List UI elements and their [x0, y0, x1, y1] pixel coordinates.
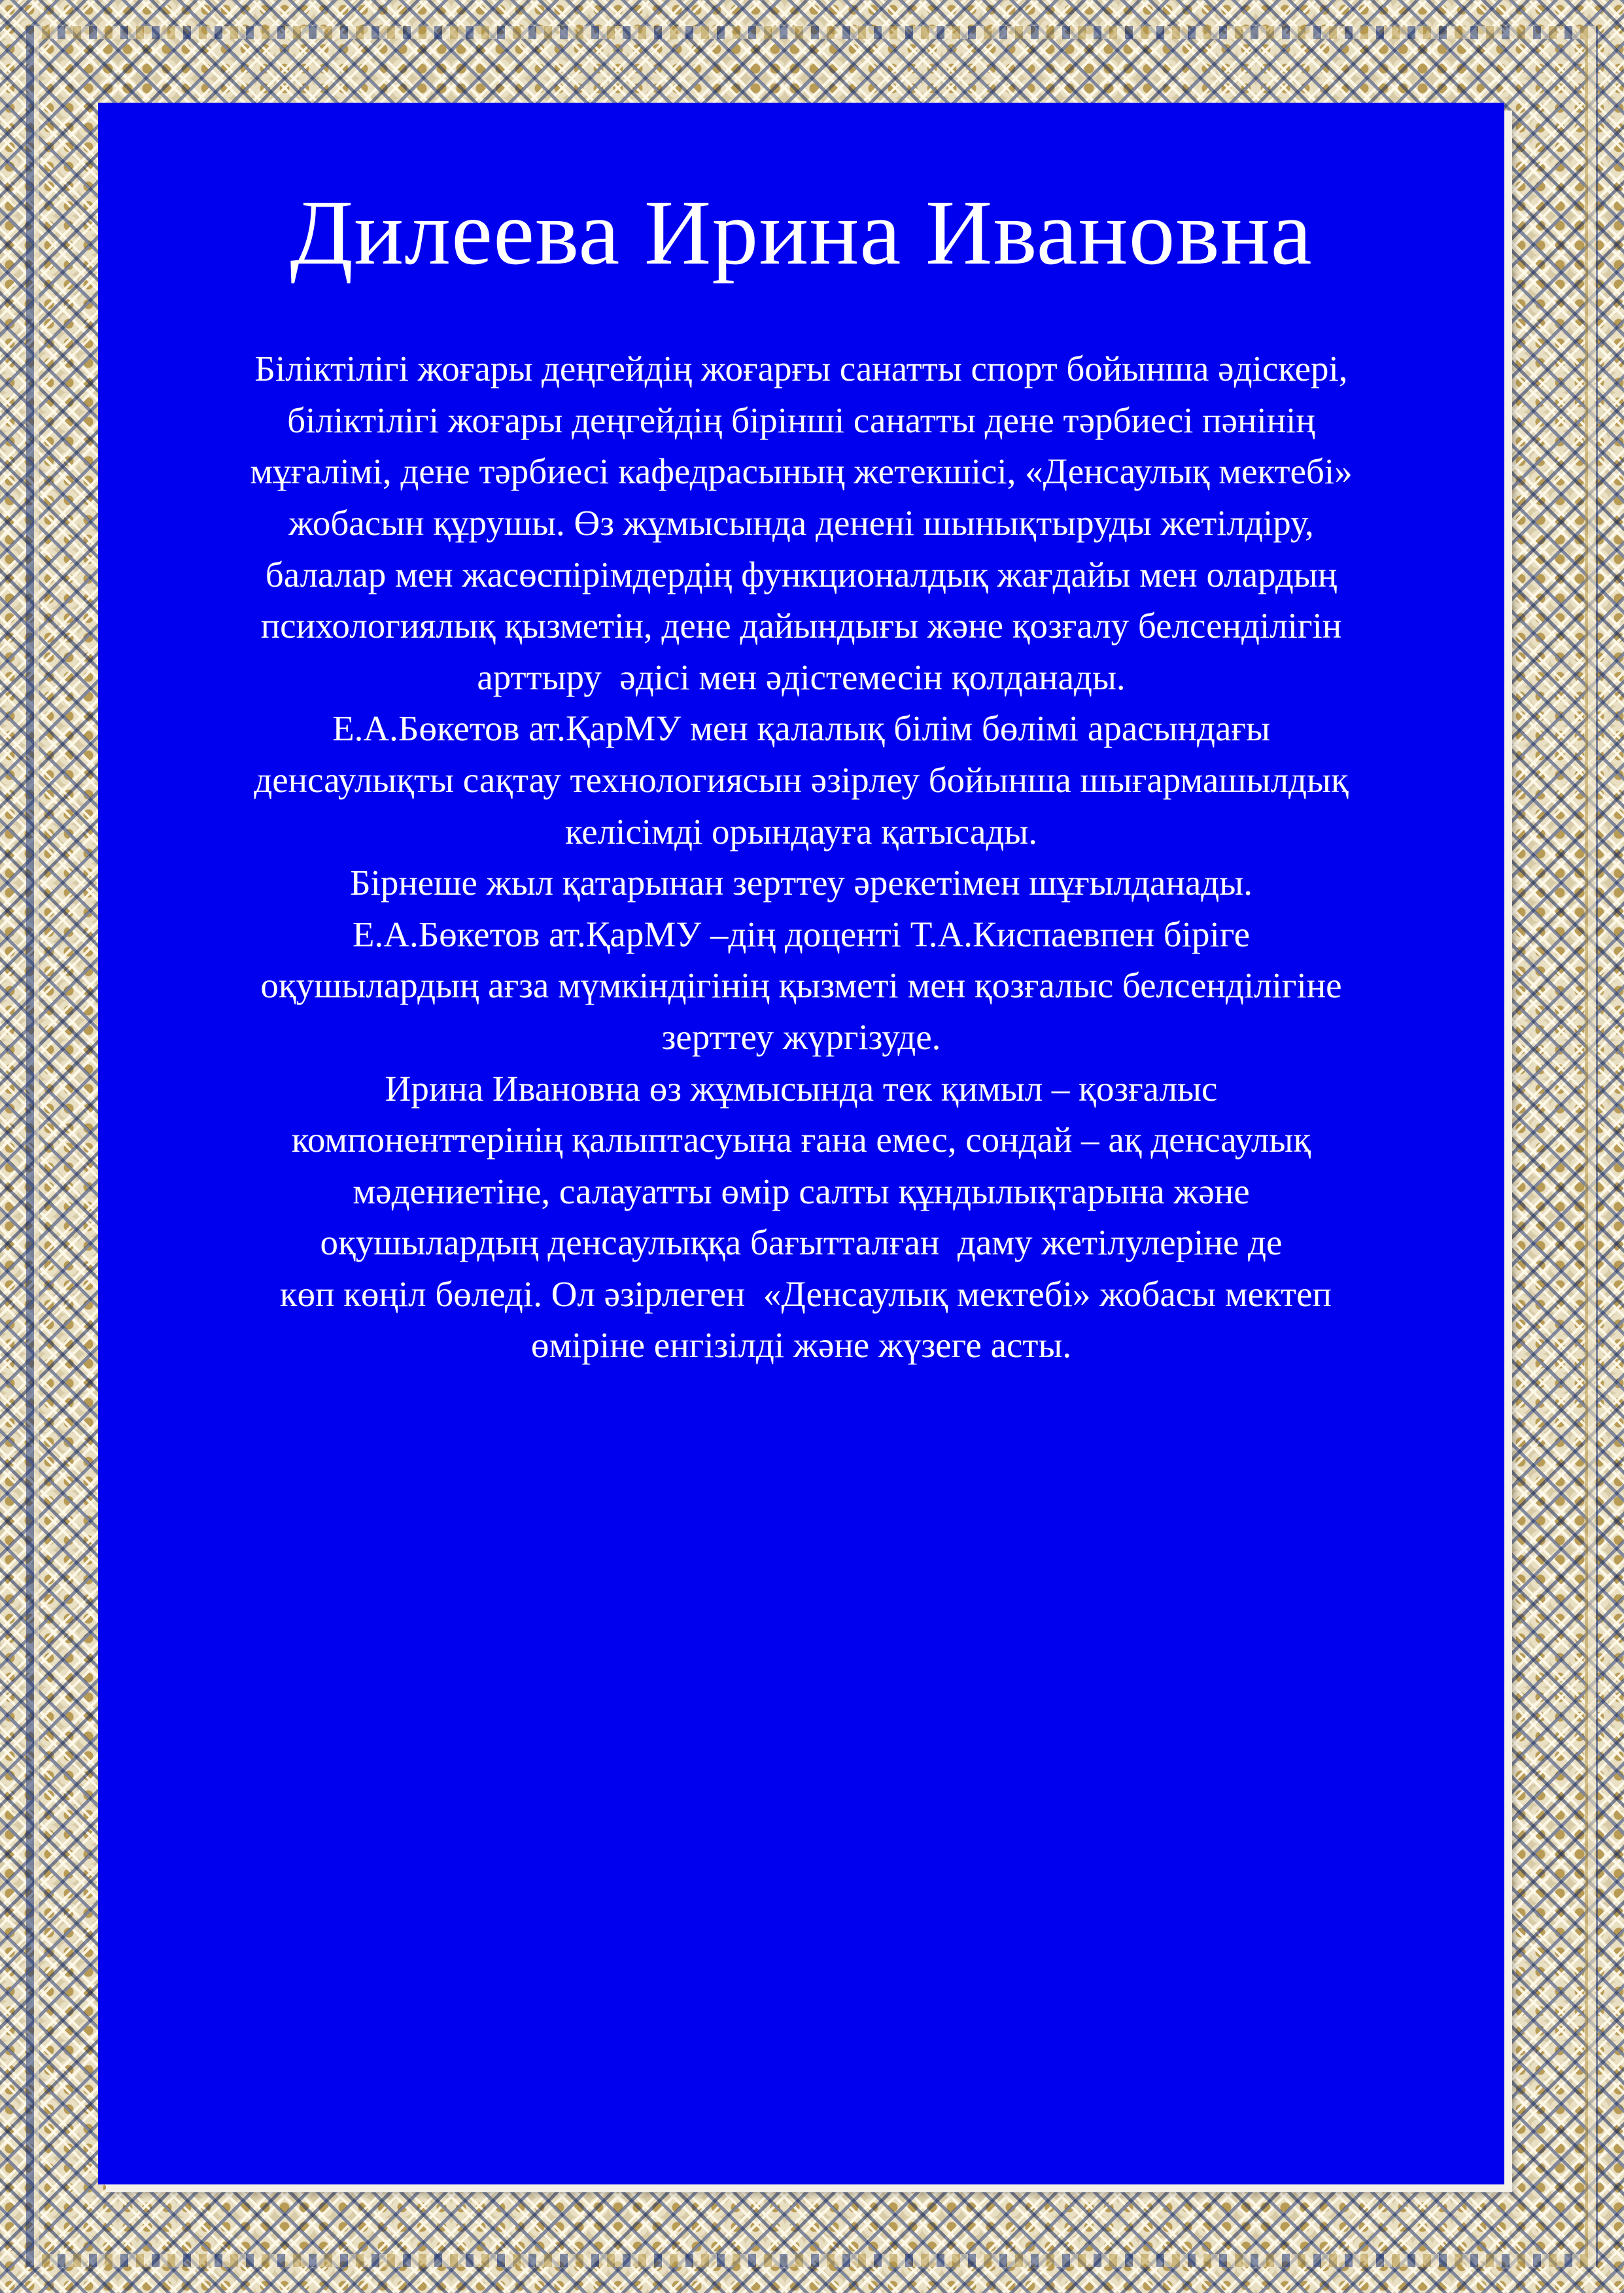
bio-line: Ирина Ивановна өз жұмысында тек қимыл – қозғалыс	[385, 1068, 1218, 1109]
bio-line: біліктілігі жоғары деңгейдің бірінші санатты дене тәрбиесі пәнінің	[287, 400, 1315, 440]
bio-line: денсаулықты сақтау технологиясын әзірлеу бойынша шығармашылдық	[254, 759, 1349, 800]
bio-line: арттыру әдісі мен әдістемесін қолданады.	[477, 657, 1126, 697]
bio-line: зерттеу жүргізуде.	[661, 1016, 941, 1057]
bio-line: оқушылардың денсаулыққа бағытталған даму жетілулеріне де	[320, 1222, 1283, 1263]
bio-line: мұғалімі, дене тәрбиесі кафедрасының жетекшісі, «Денсаулық мектебі»	[250, 451, 1353, 492]
bio-line: Е.А.Бөкетов ат.ҚарМУ мен қалалық білім бөлімі арасындағы	[332, 708, 1270, 749]
bio-line: мәдениетіне, салауатты өмір салты құндылықтарына және	[353, 1171, 1250, 1211]
bio-line: оқушылардың ағза мүмкіндігінің қызметі мен қозғалыс белсенділігіне	[260, 965, 1342, 1006]
page-title: Дилеева Ирина Ивановна	[290, 181, 1313, 284]
bio-line: психологиялық қызметін, дене дайындығы және қозғалу белсенділігін	[260, 606, 1342, 646]
biography-text	[137, 343, 1465, 1371]
bio-line: компоненттерінің қалыптасуына ғана емес, сондай – ақ денсаулық	[291, 1120, 1311, 1160]
bio-line: Біліктілігі жоғары деңгейдің жоғарғы санатты спорт бойынша әдіскері,	[254, 349, 1348, 389]
bio-line: жобасын құрушы. Өз жұмысында денені шынықтыруды жетілдіру,	[288, 502, 1314, 543]
bio-line: балалар мен жасөспірімдердің функционалдық жағдайы мен олардың	[265, 554, 1338, 595]
bio-line: Е.А.Бөкетов ат.ҚарМУ –дің доценті Т.А.Киспаевпен біріге	[352, 914, 1251, 954]
bio-line: көп көңіл бөледі. Ол әзірлеген «Денсаулық мектебі» жобасы мектеп	[271, 1273, 1332, 1314]
bio-line: өміріне енгізілді және жүзеге асты.	[530, 1325, 1072, 1366]
bio-line: Бірнеше жыл қатарынан зерттеу әрекетімен шұғылданады.	[350, 863, 1253, 903]
content-panel	[98, 103, 1504, 2184]
bio-line: келісімді орындауға қатысады.	[564, 811, 1038, 852]
